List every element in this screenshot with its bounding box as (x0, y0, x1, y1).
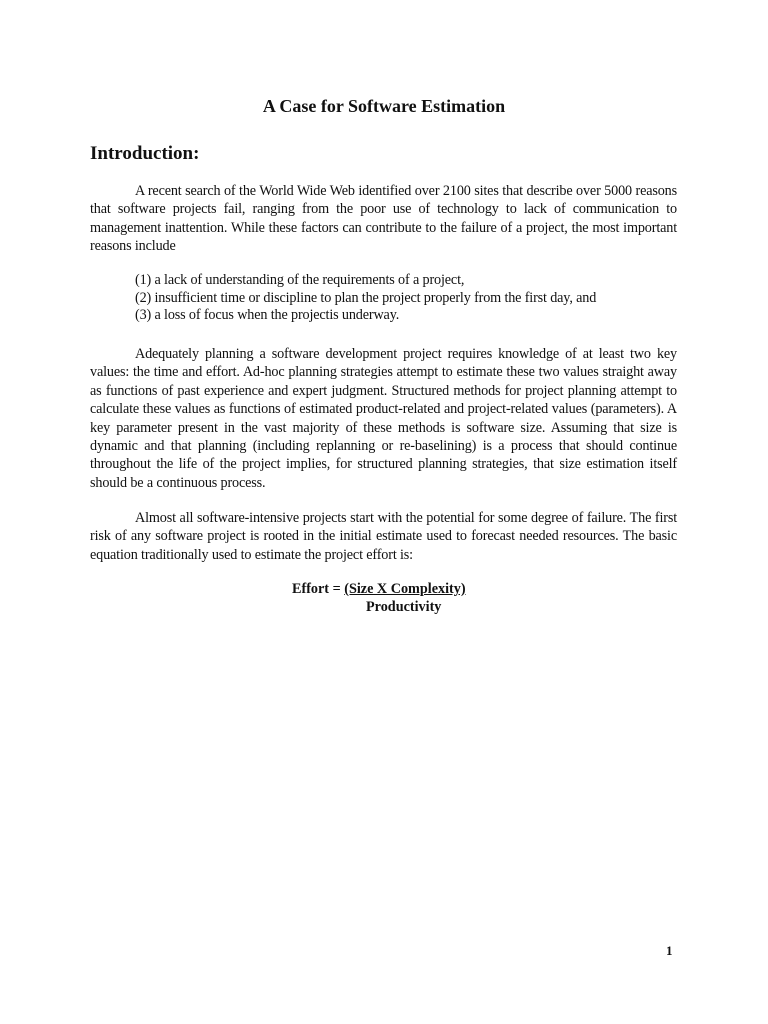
list-item: (1) a lack of understanding of the requirements of a project, (135, 272, 465, 288)
paragraph-failure-risk: Almost all software-intensive projects start with the potential for some degree of failure. The first risk of any software project is rooted in the initial estimate used to forecast needed resources. The basic equation traditionally used to estimate the project effort is: (90, 510, 677, 563)
paragraph-planning: Adequately planning a software development project requires knowledge of at least two key values: the time and effort. Ad-hoc planning strategies attempt to estimate these two values straight away as functions of past experience and expert judgment. Structured methods for project planning attempt to calculate these values as functions of estimated product-related and project-related values (parameters). A key parameter present in the vast majority of these methods is software size. Assuming that size is dynamic and that planning (including replanning or re-baselining) is a process that should continue throughout the life of the project implies, for structured planning strategies, that size estimation itself should be a continuous process. (90, 346, 677, 491)
reasons-list (135, 272, 695, 325)
paragraph-intro: A recent search of the World Wide Web identified over 2100 sites that describe over 5000 reasons that software projects fail, ranging from the poor use of technology to lack of communication to management inattention. While these factors can contribute to the failure of a project, the most important reasons include (90, 183, 677, 255)
formula-lhs: Effort = (292, 581, 345, 597)
list-item: (3) a loss of focus when the projectis underway. (135, 307, 400, 323)
formula-denominator: Productivity (366, 599, 442, 615)
document-title: A Case for Software Estimation (262, 96, 506, 116)
formula-numerator: (Size X Complexity) (344, 581, 466, 597)
section-heading-introduction: Introduction: (90, 143, 200, 164)
page-number: 1 (666, 943, 673, 958)
effort-formula (292, 580, 466, 598)
list-item: (2) insufficient time or discipline to plan the project properly from the first day, and (135, 289, 597, 306)
